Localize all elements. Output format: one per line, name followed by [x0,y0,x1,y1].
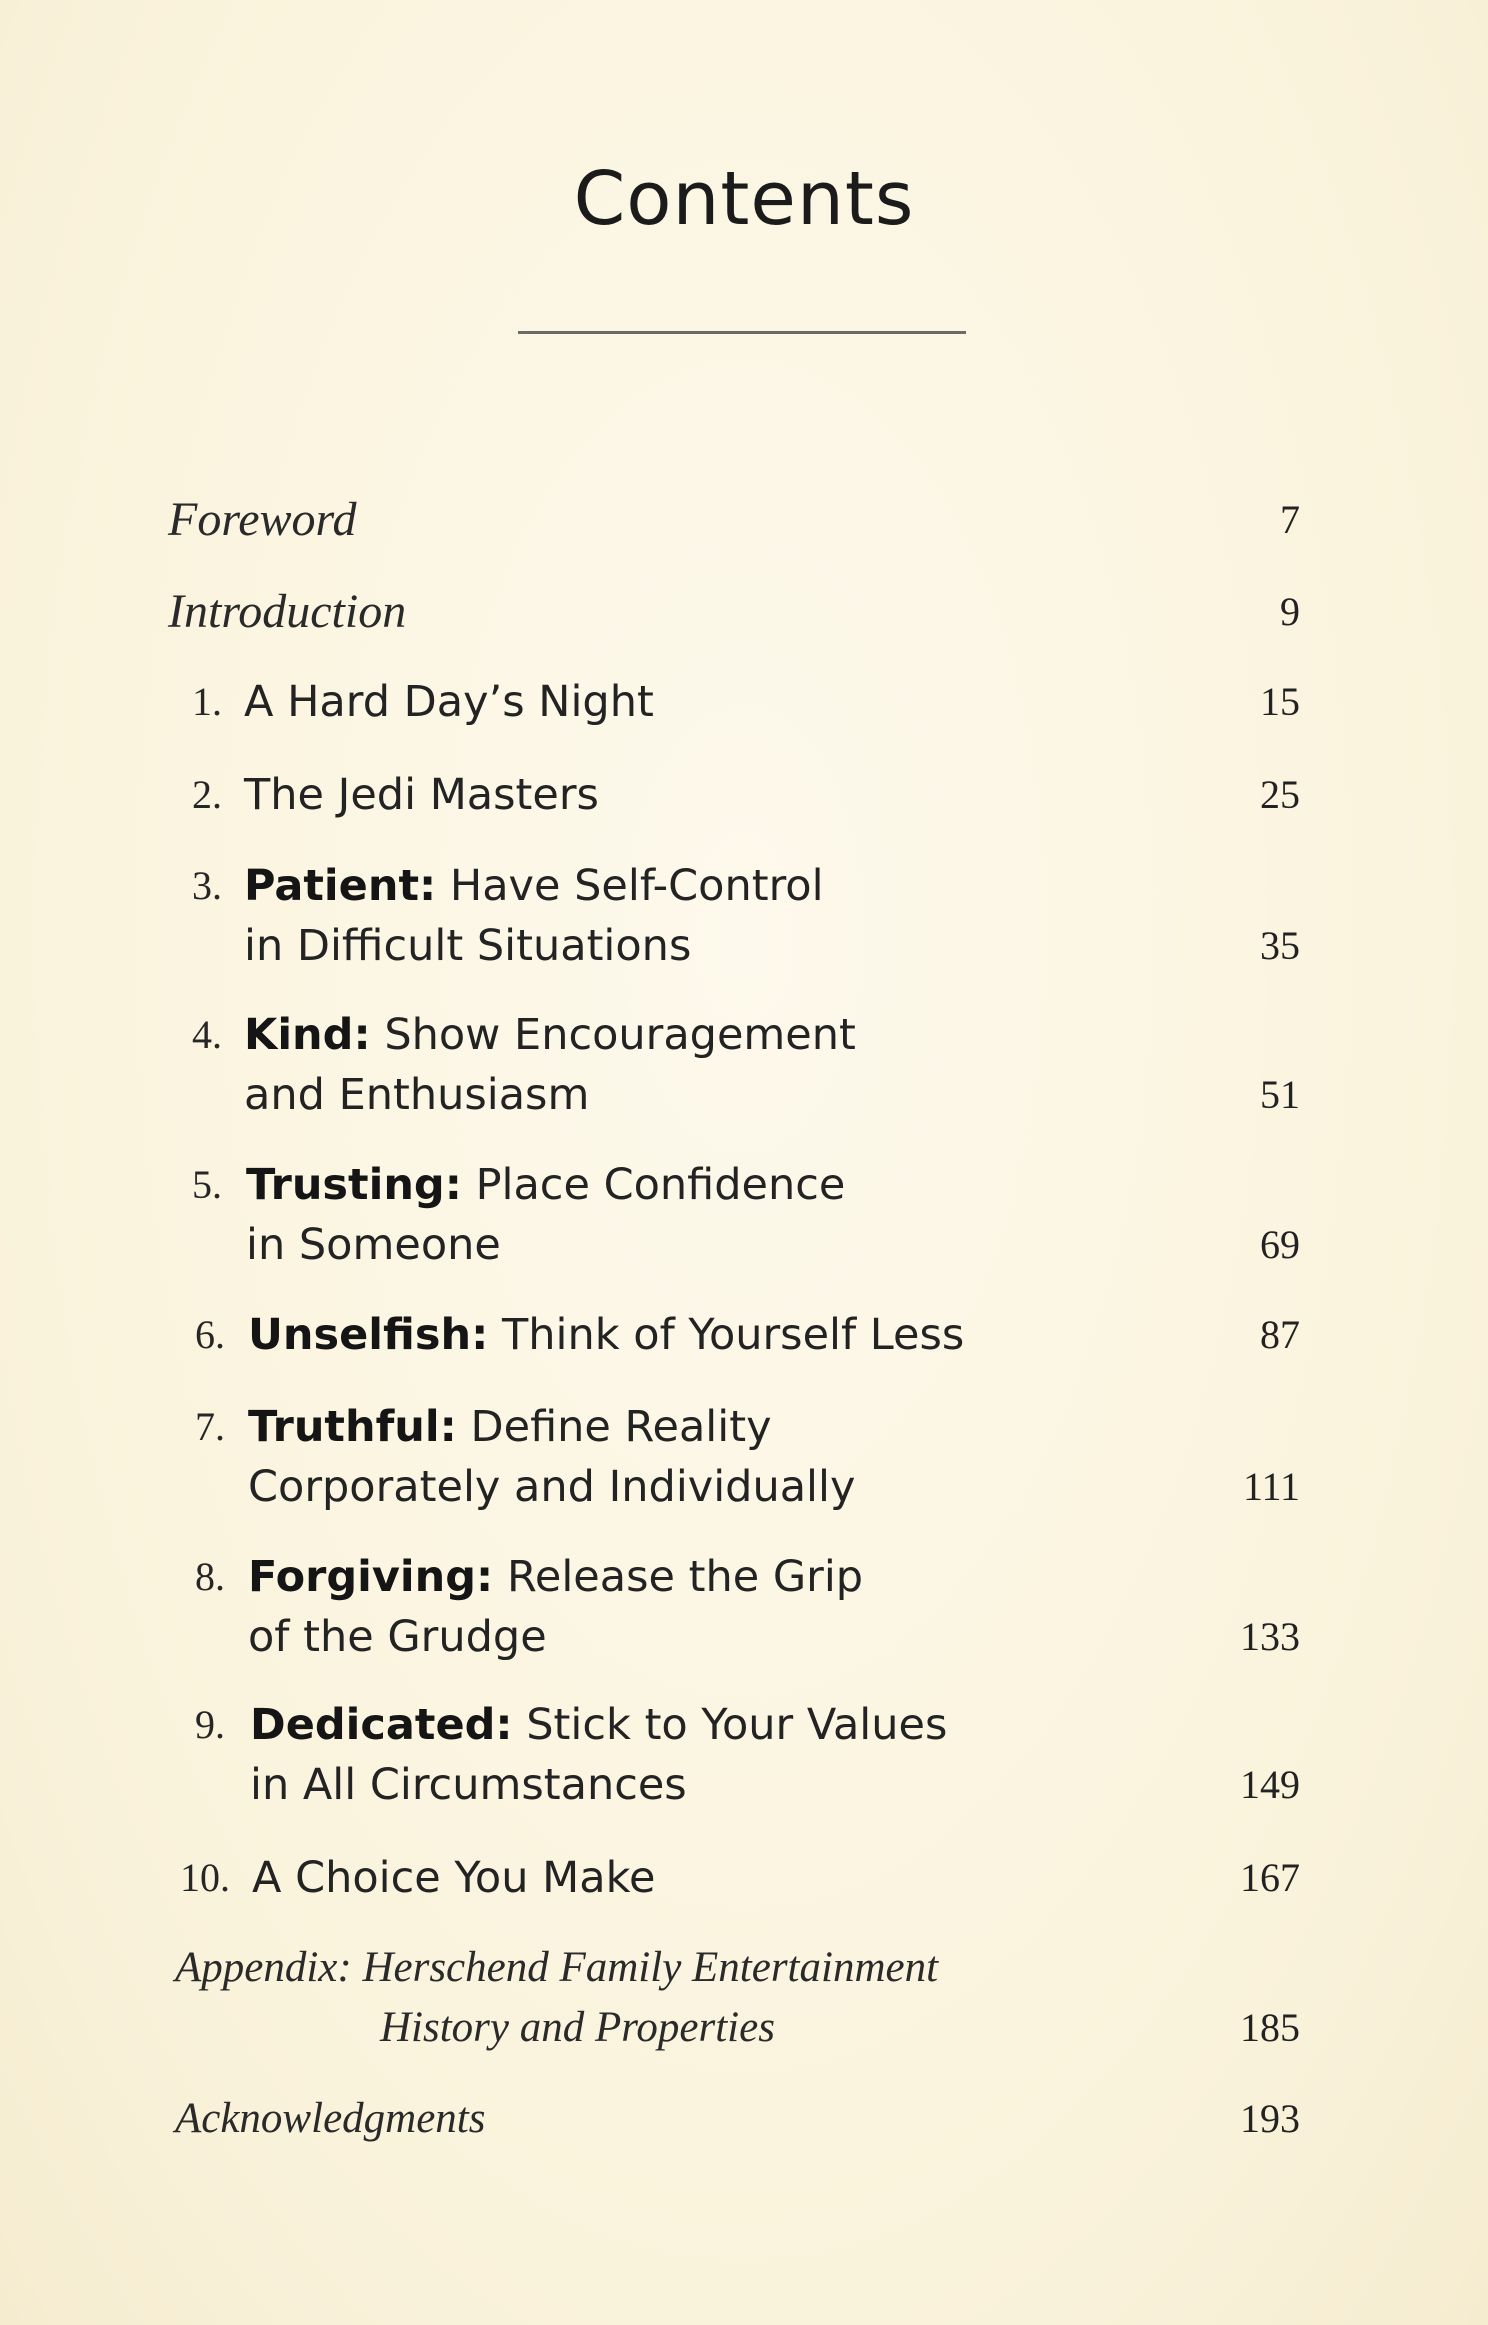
entry-title-line-1: Unselfish: Think of Yourself Less [248,1310,965,1360]
virtue-label: Trusting: [246,1160,462,1210]
page-number: 193 [1240,2096,1300,2141]
chapter-number: 7. [195,1404,225,1449]
virtue-label: Kind: [244,1010,371,1060]
virtue-label: Truthful: [248,1402,457,1452]
entry-title-line-1: Appendix: Herschend Family Entertainment [175,1944,939,1991]
chapter-number: 10. [180,1855,230,1900]
chapter-number: 2. [192,772,222,817]
page-number: 7 [1280,497,1300,542]
page-number: 149 [1240,1762,1300,1807]
entry-title-line-2: History and Properties [380,2004,775,2051]
entry-title-line-2: in Difficult Situations [244,921,692,971]
chapter-number: 1. [192,679,222,724]
chapter-number: 4. [192,1012,222,1057]
entry-title-line-2: Corporately and Individually [248,1462,856,1512]
entry-title: Introduction [168,585,407,638]
page-number: 51 [1260,1072,1300,1117]
page-number: 133 [1240,1614,1300,1659]
page-number: 69 [1260,1222,1300,1267]
entry-title-line-1: Kind: Show Encouragement [244,1010,856,1060]
entry-title-line-1: Trusting: Place Confidence [246,1160,846,1210]
page-number: 15 [1260,679,1300,724]
entry-title-line-1: Patient: Have Self-Control [244,861,824,911]
chapter-number: 6. [195,1312,225,1357]
page-number: 87 [1260,1312,1300,1357]
virtue-label: Patient: [244,861,437,911]
virtue-label: Dedicated: [250,1700,513,1750]
chapter-number: 3. [192,863,222,908]
chapter-number: 8. [195,1554,225,1599]
virtue-label: Unselfish: [248,1310,489,1360]
entry-title-line-1: Dedicated: Stick to Your Values [250,1700,948,1750]
page-number: 185 [1240,2005,1300,2050]
chapter-number: 9. [195,1702,225,1747]
page-number: 25 [1260,772,1300,817]
entry-title-line-2: of the Grudge [248,1612,547,1662]
page-title: Contents [573,156,915,242]
entry-title-line-2: in Someone [246,1220,501,1270]
entry-title: Foreword [168,493,357,546]
page-number: 111 [1242,1464,1300,1509]
entry-title-line-1: A Choice You Make [252,1853,656,1903]
entry-title-line-2: and Enthusiasm [244,1070,590,1120]
entry-title-line-1: Truthful: Define Reality [248,1402,772,1452]
page-number: 167 [1240,1855,1300,1900]
entry-title-line-1: The Jedi Masters [244,770,599,820]
chapter-number: 5. [192,1162,222,1207]
entry-title: Acknowledgments [175,2095,486,2142]
entry-title-line-1: Forgiving: Release the Grip [248,1552,864,1602]
entry-title-line-2: in All Circumstances [250,1760,687,1810]
entry-title-line-1: A Hard Day’s Night [244,677,654,727]
virtue-label: Forgiving: [248,1552,494,1602]
page-number: 9 [1280,589,1300,634]
page-number: 35 [1260,923,1300,968]
